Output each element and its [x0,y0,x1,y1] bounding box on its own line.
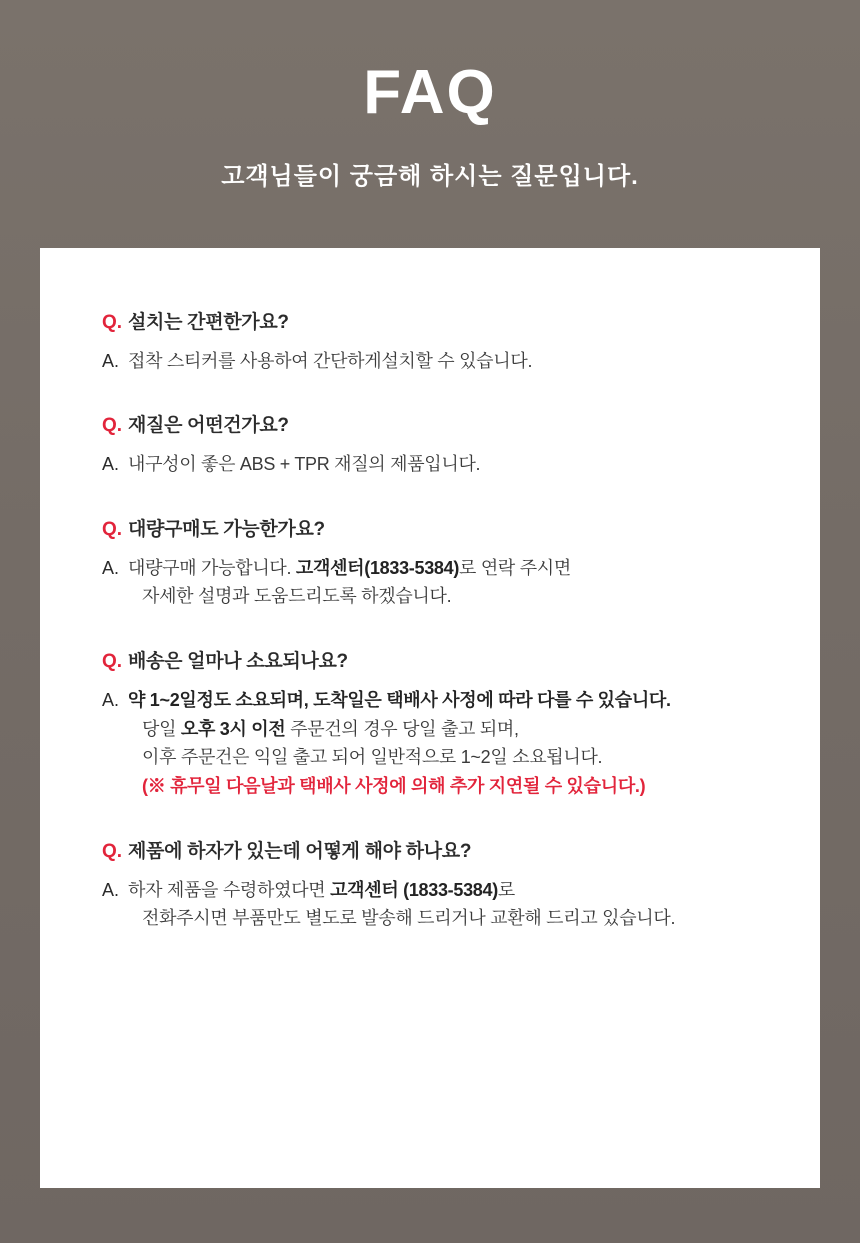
page-subtitle: 고객님들이 궁금해 하시는 질문입니다. [221,163,639,190]
page-title: FAQ [363,58,497,127]
faq-item [102,839,758,933]
answer-segment: 자세한 설명과 도움드리도록 하겠습니다. [142,586,452,607]
question-text: 제품에 하자가 있는데 어떻게 해야 하나요? [128,840,472,862]
answer-line [128,715,671,744]
answer-line [128,347,532,376]
answer-line [128,772,671,801]
answer-segment: 오후 3시 이전 [180,718,286,739]
question-marker: Q. [102,651,123,673]
faq-item [102,649,758,801]
answer-segment: 하자 제품을 수령하였다면 [128,879,331,900]
answer-segment: 고객센터 (1833-5384) [330,879,498,900]
answer-text [128,554,571,612]
answer-line [128,554,571,583]
answer-line [128,743,671,772]
question-marker: Q. [102,312,123,333]
answer-segment: 고객센터(1833-5384) [295,557,460,578]
answer-marker: A. [102,557,120,578]
answer-text [128,686,671,801]
faq-answer-row [102,347,758,376]
answer-line [128,876,675,905]
answer-line [128,904,675,933]
answer-line [128,582,571,611]
answer-segment: 로 [497,879,515,900]
answer-line [128,450,480,479]
page-header [0,0,860,191]
faq-list [40,310,820,933]
question-marker: Q. [102,840,123,862]
answer-segment: 전화주시면 부품만도 별도로 발송해 드리거나 교환해 드리고 있습니다. [142,908,676,929]
answer-text [128,347,532,376]
question-text: 배송은 얼마나 소요되나요? [128,651,348,673]
question-text: 재질은 어떤건가요? [128,415,289,437]
answer-marker: A. [102,689,120,710]
answer-text [128,450,480,479]
answer-segment: (※ 휴무일 다음날과 택배사 사정에 의해 추가 지연될 수 있습니다.) [142,776,646,797]
question-text: 설치는 간편한가요? [128,312,289,333]
answer-marker: A. [102,350,120,371]
answer-marker: A. [102,454,120,475]
faq-question-row [102,310,758,336]
answer-segment: 주문건의 경우 당일 출고 되며, [285,718,519,739]
answer-segment: 내구성이 좋은 ABS + TPR 재질의 제품입니다. [128,454,481,475]
faq-answer-row [102,554,758,612]
faq-answer-row [102,450,758,479]
faq-answer-row [102,686,758,801]
answer-marker: A. [102,879,120,900]
faq-item [102,413,758,478]
faq-card [40,248,820,1188]
faq-question-row [102,413,758,439]
faq-question-row [102,839,758,865]
question-marker: Q. [102,415,123,437]
question-marker: Q. [102,518,123,540]
answer-segment: 로 연락 주시면 [459,557,571,578]
answer-segment: 이후 주문건은 익일 출고 되어 일반적으로 1~2일 소요됩니다. [142,747,603,768]
answer-segment: 접착 스티커를 사용하여 간단하게설치할 수 있습니다. [128,350,533,371]
question-text: 대량구매도 가능한가요? [128,518,325,540]
answer-line [128,686,671,715]
answer-text [128,876,675,934]
answer-segment: 당일 [142,718,181,739]
faq-item [102,310,758,375]
answer-segment: 약 1~2일정도 소요되며, 도착일은 택배사 사정에 따라 다를 수 있습니다. [128,689,671,710]
faq-question-row [102,649,758,675]
faq-item [102,517,758,611]
answer-segment: 대량구매 가능합니다. [128,557,296,578]
faq-question-row [102,517,758,543]
faq-answer-row [102,876,758,934]
